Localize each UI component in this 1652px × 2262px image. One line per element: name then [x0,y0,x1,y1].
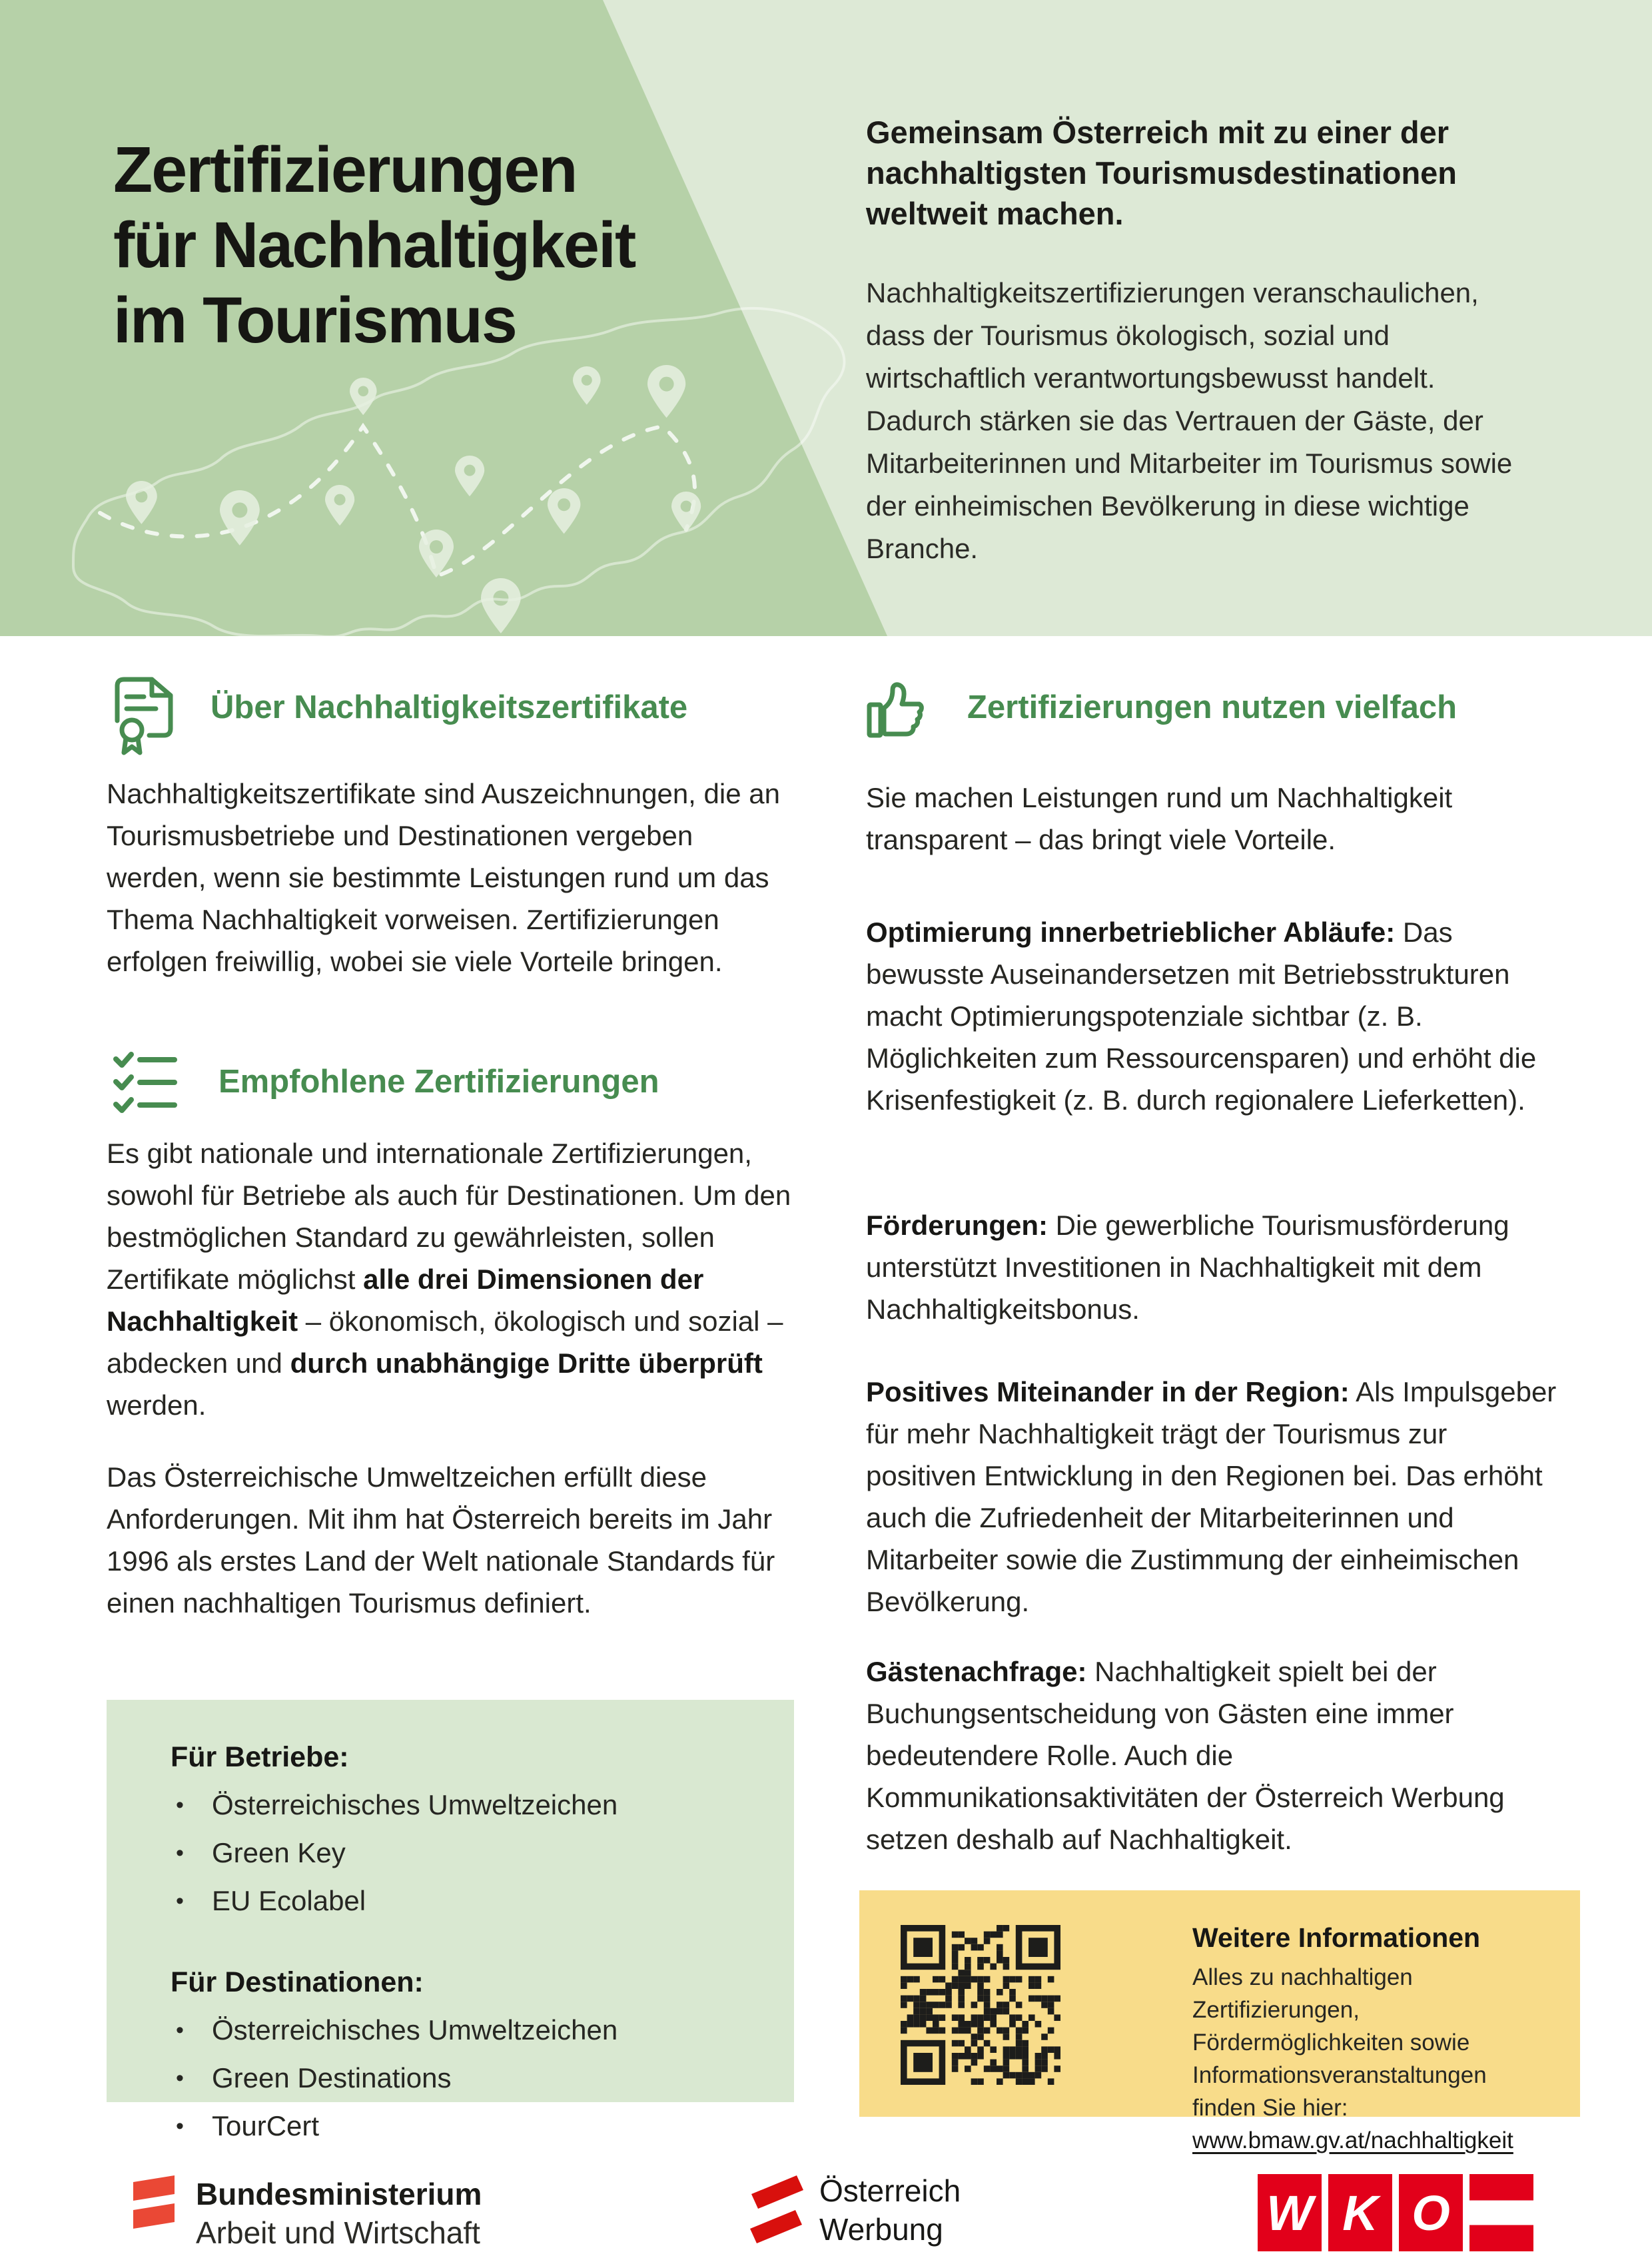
oew-name [819,2171,961,2257]
certificate-icon [113,674,175,755]
wko-logo [1258,2174,1533,2251]
text-segment: werden. [107,1389,206,1421]
page-title [113,132,846,358]
title-line: für Nachhaltigkeit [113,208,635,281]
section-benefits [866,674,1599,741]
wko-letter-tile: K [1328,2174,1392,2251]
wko-letter-tile: W [1258,2174,1322,2251]
paragraph-text: Nachhaltigkeit spielt bei der Buchungsentscheidung von Gästen eine immer bedeutendere Rolle. Auch die Kommunikationsaktivitäten der Österreich Werbung setzen deshalb auf Nachhaltigkeit. [866,1656,1505,1855]
footer-logos [0,2157,1652,2262]
header-intro-paragraph: Nachhaltigkeitszertifizierungen veranschaulichen, dass der Tourismus ökologisch, sozial und wirtschaftlich verantwortungsbewusst handelt. Dadurch stärken sie das Vertrauen der Gäste, der Mitarbeiterinnen und Mitarbeiter im Tourismus sowie der einheimischen Bevölkerung in diese wichtige Branche. [866,277,1513,564]
betriebe-list [171,1781,758,1925]
oew-line1: Österreich [819,2173,961,2208]
certifications-list-box [107,1700,794,2141]
wko-flag-tile [1469,2174,1533,2251]
title-line: Zertifizierungen [113,133,577,206]
wko-letter-tile: O [1399,2174,1463,2251]
section-title: Über Nachhaltigkeitszertifikate [210,689,688,725]
benefit-paragraph-gaestenachfrage [866,1651,1560,1860]
text-segment: Es gibt nationale und internationale Zertifizierungen, sowohl für Betriebe als auch für Destinationen. Um den bestmöglichen Standard zu gewährleisten, sollen Zertifikate möglichst [107,1138,791,1295]
checklist-icon [113,1051,177,1120]
list-item: • Green Destinations [171,2054,758,2102]
ministry-name [196,2175,482,2253]
ministry-logo [133,2175,482,2253]
list-item: • Österreichisches Umweltzeichen [171,1781,758,1829]
list-item: • TourCert [171,2102,758,2150]
info-copy [1192,1921,1552,2157]
list-title-betriebe: Für Betriebe: [171,1741,349,1773]
about-certificates-paragraph: Nachhaltigkeitszertifikate sind Auszeichnungen, die an Tourismusbetriebe und Destinationen vergeben werden, wenn sie bestimmte Leistungen rund um das Thema Nachhaltigkeit vorweisen. Zertifizierungen erfolgen freiwillig, wobei sie viele Vorteile bringen. [107,778,780,977]
info-box-title: Weitere Informationen [1192,1922,1481,1953]
paragraph-lead: Förderungen: [866,1210,1048,1241]
paragraph-lead: Gästenachfrage: [866,1656,1087,1687]
title-line: im Tourismus [113,284,516,356]
umweltzeichen-paragraph: Das Österreichische Umweltzeichen erfüllt diese Anforderungen. Mit ihm hat Österreich bereits im Jahr 1996 als erstes Land der Welt nationale Standards für einen nachhaltigen Tourismus definiert. [107,1461,775,1619]
list-item: • EU Ecolabel [171,1877,758,1925]
info-link[interactable]: www.bmaw.gv.at/nachhaltigkeit [1192,2127,1513,2153]
text-segment: – ökonomisch, ökologisch und sozial – abdecken und [107,1306,783,1379]
austria-flag-icon [133,2175,176,2239]
paragraph-text: Die gewerbliche Tourismusförderung unterstützt Investitionen in Nachhaltigkeit mit dem Nachhaltigkeitsbonus. [866,1210,1509,1325]
ministry-line1: Bundesministerium [196,2177,482,2211]
section-about-certificates [113,674,799,755]
benefit-paragraph-optimierung [866,911,1560,1121]
list-title-destinationen: Für Destinationen: [171,1966,424,1998]
benefits-intro: Sie machen Leistungen rund um Nachhaltigkeit transparent – das bringt viele Vorteile. [866,782,1453,855]
benefit-paragraph-miteinander [866,1371,1560,1623]
qr-code [901,1925,1060,2085]
oew-line2: Werbung [819,2212,943,2247]
list-item: • Österreichisches Umweltzeichen [171,2006,758,2054]
header-claim: Gemeinsam Österreich mit zu einer der nachhaltigsten Tourismusdestinationen weltweit machen. [866,115,1457,231]
destinationen-list [171,2006,758,2150]
info-box-text: Alles zu nachhaltigen Zertifizierungen, Fördermöglichkeiten sowie Informationsveranstaltungen finden Sie hier: www.bmaw.gv.at/nachhaltigkeit [1192,1964,1513,2153]
section-recommended-certifications [113,1051,799,1120]
paragraph-text: Als Impulsgeber für mehr Nachhaltigkeit trägt der Tourismus zur positiven Entwicklung in den Regionen bei. Das erhöht auch die Zufriedenheit der Mitarbeiterinnen und Mitarbeiter sowie die Zustimmung der einheimischen Bevölkerung. [866,1376,1557,1617]
brush-flag-icon [747,2171,805,2257]
thumbs-up-icon [866,674,927,741]
header [0,0,1652,636]
list-item: • Green Key [171,1829,758,1877]
text-segment-bold: durch unabhängige Dritte überprüft [290,1347,763,1379]
oesterreich-werbung-logo [747,2171,961,2257]
paragraph-lead: Optimierung innerbetrieblicher Abläufe: [866,917,1396,948]
benefit-paragraph-foerderungen [866,1204,1560,1330]
section-title: Zertifizierungen nutzen vielfach [967,689,1457,725]
section-title: Empfohlene Zertifizierungen [218,1064,659,1100]
paragraph-text: Das bewusste Auseinandersetzen mit Betriebsstrukturen macht Optimierungspotenziale sichtbar (z. B. Möglichkeiten zum Ressourcensparen) und erhöht die Krisenfestigkeit (z. B. durch regionalere Lieferketten). [866,917,1537,1116]
recommended-certifications-paragraph [107,1132,794,1426]
paragraph-lead: Positives Miteinander in der Region: [866,1376,1350,1407]
text-segment-bold: alle drei Dimensionen der Nachhaltigkeit [107,1264,704,1337]
more-information-box [859,1890,1580,2153]
ministry-line2: Arbeit und Wirtschaft [196,2215,480,2250]
